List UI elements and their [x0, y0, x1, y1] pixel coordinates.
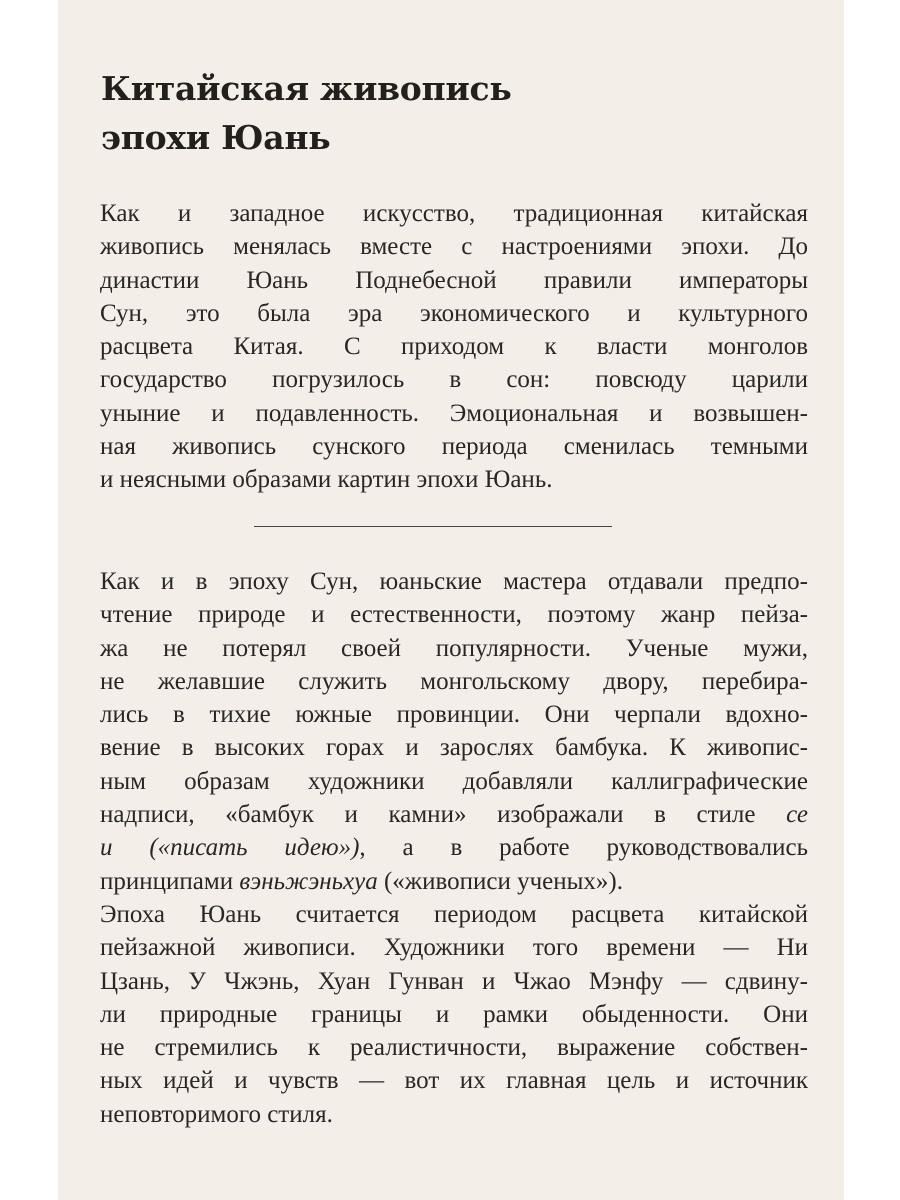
page-margin-right — [844, 0, 900, 1200]
intro-paragraph — [100, 197, 808, 497]
text-line: Цзань, У Чжэнь, Хуан Гунван и Чжао Мэнфу — сдвину- — [100, 967, 808, 995]
text-line: неповторимого стиля. — [100, 1100, 333, 1128]
title-line-2: эпохи Юань — [101, 118, 331, 157]
text-line: живопись менялась вместе с настроениями эпохи. До — [100, 233, 808, 261]
text-line: ная живопись сунского периода сменилась темными — [100, 433, 808, 461]
text-line: государство погрузилось в сон: повсюду царили — [100, 366, 808, 394]
text-line: Сун, это была эра экономического и культурного — [100, 299, 808, 327]
text-line: ных идей и чувств — вот их главная цель и источник — [100, 1067, 808, 1095]
book-page — [58, 0, 844, 1200]
text-line: уныние и подавленность. Эмоциональная и возвышен- — [100, 399, 808, 427]
text-line: жа не потерял своей популярности. Ученые мужи, — [100, 634, 808, 662]
text-line — [100, 865, 808, 898]
text-line: чтение природе и естественности, поэтому жанр пейза- — [100, 601, 808, 629]
page-margin-left — [0, 0, 58, 1200]
body-paragraph-1 — [100, 565, 808, 898]
text-fragment: («живописи ученых»). — [377, 867, 623, 895]
section-divider — [254, 526, 612, 527]
body-paragraph-2 — [100, 898, 808, 1131]
chapter-title — [101, 64, 511, 162]
text-line: вение в высоких горах и зарослях бамбука. К живопис- — [100, 734, 808, 762]
text-line: ным образам художники добавляли каллиграфические — [100, 767, 808, 795]
text-line: не стремились к реалистичности, выражение собствен- — [100, 1034, 808, 1062]
text-fragment: принципами — [100, 867, 240, 895]
text-line: расцвета Китая. С приходом к власти монголов — [100, 333, 808, 361]
text-line: Как и в эпоху Сун, юаньские мастера отдавали предпо- — [100, 568, 808, 595]
text-line: династии Юань Поднебесной правили императоры — [100, 266, 808, 294]
text-line — [100, 798, 808, 831]
title-line-1: Китайская живопись — [101, 69, 512, 108]
text-line: Эпоха Юань считается периодом расцвета китайской — [100, 901, 808, 928]
text-line: ли природные границы и рамки обыденности. Они — [100, 1000, 808, 1028]
text-line: и неясными образами картин эпохи Юань. — [100, 466, 553, 494]
text-line: Как и западное искусство, традиционная китайская — [100, 200, 808, 227]
text-line: пейзажной живописи. Художники того времени — Ни — [100, 934, 808, 962]
text-fragment: , а в работе руководствовались — [359, 834, 808, 862]
italic-term: се — [786, 801, 808, 829]
text-fragment: надписи, «бамбук и камни» изображали в стиле — [100, 801, 756, 829]
italic-term: и («писать идею») — [100, 834, 360, 862]
text-line: лись в тихие южные провинции. Они черпали вдохно- — [100, 701, 808, 729]
italic-term: вэньжэньхуа — [239, 867, 378, 895]
text-line — [100, 831, 808, 864]
text-line: не желавшие служить монгольскому двору, перебира- — [100, 667, 808, 695]
